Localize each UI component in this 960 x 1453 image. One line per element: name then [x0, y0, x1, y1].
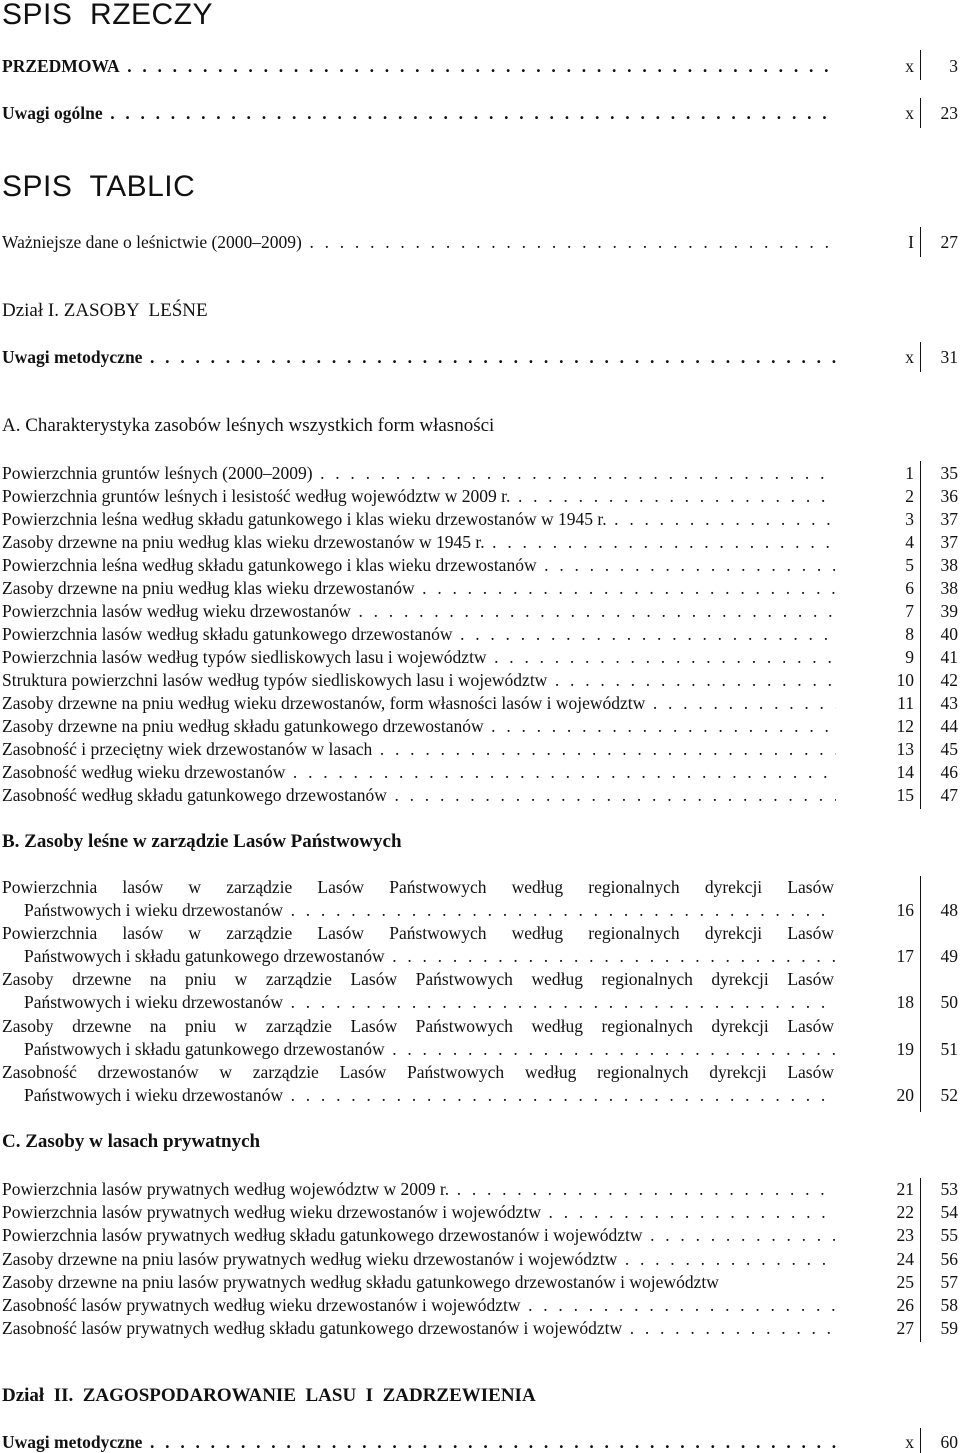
- toc-entry[interactable]: [0, 1178, 960, 1200]
- column-divider: [920, 1178, 921, 1342]
- toc-entry[interactable]: [0, 692, 960, 714]
- toc-entry[interactable]: [0, 1317, 960, 1339]
- toc-entry[interactable]: [0, 55, 960, 77]
- table-number: 6: [905, 578, 914, 598]
- page-number: 3: [949, 56, 958, 76]
- toc-entry[interactable]: [0, 1294, 960, 1316]
- entry-title-line2: Państwowych i składu gatunkowego drzewostanów . . .: [24, 1038, 836, 1061]
- toc-entry[interactable]: [0, 623, 960, 645]
- page-number: 58: [940, 1295, 958, 1315]
- toc-entry[interactable]: [0, 1248, 960, 1270]
- page-number: 53: [940, 1179, 958, 1199]
- entry-title: Zasoby drzewne na pniu lasów prywatnych według składu gatunkowego drzewostanów i województw: [2, 1271, 719, 1292]
- entry-title: Zasoby drzewne na pniu lasów prywatnych według wieku drzewostanów i województw . . .: [2, 1248, 836, 1270]
- entry-title-line1: Powierzchnia lasów w zarządzie Lasów Państwowych według regionalnych dyrekcji Lasów: [2, 877, 834, 897]
- entry-title: Zasobność i przeciętny wiek drzewostanów w lasach . . .: [2, 738, 836, 760]
- toc-entry[interactable]: [0, 346, 960, 368]
- subsection-title: B. Zasoby leśne w zarządzie Lasów Państwowych: [2, 831, 402, 852]
- entry-title: Zasoby drzewne na pniu według klas wieku drzewostanów w 1945 r. . . .: [2, 531, 836, 553]
- page-number: 38: [940, 578, 958, 598]
- entry-title: Uwagi metodyczne . . .: [2, 346, 836, 368]
- table-number: 20: [896, 1084, 914, 1105]
- table-number: 11: [897, 693, 914, 713]
- entry-title-line2: Państwowych i składu gatunkowego drzewostanów . . .: [24, 945, 836, 968]
- entry-title: Powierzchnia lasów według wieku drzewostanów . . .: [2, 600, 836, 622]
- page-number: 60: [940, 1432, 958, 1452]
- page-number: 35: [940, 463, 958, 483]
- toc-entry[interactable]: [0, 784, 960, 806]
- table-number: 8: [905, 624, 914, 644]
- page-number: 37: [940, 509, 958, 529]
- page-number: 47: [940, 785, 958, 805]
- table-number: x: [905, 103, 914, 123]
- toc-entry[interactable]: [0, 462, 960, 484]
- toc-entry[interactable]: [0, 715, 960, 737]
- page-number: 40: [940, 624, 958, 644]
- toc-entry[interactable]: [0, 231, 960, 253]
- page-number: 27: [940, 232, 958, 252]
- page-number: 57: [940, 1271, 958, 1292]
- page-number: 59: [940, 1318, 958, 1339]
- page-number: 43: [940, 693, 958, 713]
- table-number: 13: [896, 739, 914, 759]
- entry-title: Uwagi metodyczne . . .: [2, 1431, 836, 1453]
- page-number: 49: [940, 946, 958, 967]
- table-number: 10: [896, 670, 914, 690]
- table-number: 16: [896, 900, 914, 920]
- table-number: 3: [905, 509, 914, 529]
- table-number: 4: [905, 532, 914, 552]
- table-number: 2: [905, 486, 914, 506]
- page-number: 36: [940, 486, 958, 506]
- column-divider: [920, 1428, 921, 1453]
- column-divider: [920, 876, 921, 1112]
- table-number: 27: [896, 1318, 914, 1339]
- section-title: Dział I. ZASOBY LEŚNE: [2, 300, 208, 321]
- toc-entry[interactable]: [0, 1271, 960, 1293]
- entry-title: Zasoby drzewne na pniu według wieku drzewostanów, form własności lasów i województw . . .: [2, 692, 836, 714]
- toc-entry[interactable]: [0, 1431, 960, 1453]
- page-number: 50: [940, 992, 958, 1013]
- section-title: Dział II. ZAGOSPODAROWANIE LASU I ZADRZEWIENIA: [2, 1385, 536, 1406]
- entry-title: Powierzchnia gruntów leśnych (2000–2009) . . .: [2, 462, 836, 484]
- table-number: 23: [896, 1225, 914, 1246]
- entry-title: Uwagi ogólne . . .: [2, 102, 836, 124]
- column-divider: [920, 98, 921, 128]
- page-number: 52: [940, 1084, 958, 1105]
- toc-entry[interactable]: [0, 508, 960, 530]
- contents-heading: SPIS RZECZY: [2, 0, 214, 31]
- toc-entry[interactable]: [0, 669, 960, 691]
- table-number: 25: [896, 1271, 914, 1292]
- entry-title-line1: Powierzchnia lasów w zarządzie Lasów Państwowych według regionalnych dyrekcji Lasów: [2, 923, 834, 944]
- page-number: 37: [940, 532, 958, 552]
- page-number: 48: [940, 900, 958, 920]
- entry-title: Powierzchnia lasów prywatnych według wieku drzewostanów i województw . . .: [2, 1201, 836, 1223]
- entry-title-line2: Państwowych i wieku drzewostanów . . .: [24, 899, 836, 922]
- subsection-title: C. Zasoby w lasach prywatnych: [2, 1131, 261, 1152]
- column-divider: [920, 461, 921, 809]
- toc-entry[interactable]: [0, 1201, 960, 1223]
- page-number: 45: [940, 739, 958, 759]
- entry-title: Powierzchnia leśna według składu gatunkowego i klas wieku drzewostanów w 1945 r. . . .: [2, 508, 836, 530]
- table-number: 26: [896, 1295, 914, 1315]
- toc-entry[interactable]: [0, 1224, 960, 1246]
- table-number: 7: [905, 601, 914, 621]
- entry-title: Zasoby drzewne na pniu według klas wieku drzewostanów . . .: [2, 577, 836, 599]
- entry-title: Zasobność według składu gatunkowego drzewostanów . . .: [2, 784, 836, 806]
- page-number: 55: [940, 1225, 958, 1246]
- entry-title-line1: Zasobność drzewostanów w zarządzie Lasów Państwowych według regionalnych dyrekcji Lasów: [2, 1061, 834, 1082]
- entry-title: Struktura powierzchni lasów według typów siedliskowych lasu i województw . . .: [2, 669, 836, 691]
- entry-title: Powierzchnia lasów prywatnych według województw w 2009 r. . . .: [2, 1178, 836, 1200]
- table-number: 17: [896, 946, 914, 967]
- table-number: 21: [896, 1179, 914, 1199]
- toc-entry[interactable]: [0, 577, 960, 599]
- table-number: 1: [905, 463, 914, 483]
- entry-title: Powierzchnia lasów według składu gatunkowego drzewostanów . . .: [2, 623, 836, 645]
- page-number: 38: [940, 555, 958, 575]
- table-number: 5: [905, 555, 914, 575]
- toc-entry[interactable]: [0, 554, 960, 576]
- entry-title: Powierzchnia gruntów leśnych i lesistość według województw w 2009 r. . . .: [2, 485, 836, 507]
- toc-entry[interactable]: [0, 600, 960, 622]
- toc-entry[interactable]: [0, 531, 960, 553]
- column-divider: [920, 50, 921, 80]
- toc-entry[interactable]: [0, 102, 960, 124]
- entry-title: Zasobność według wieku drzewostanów . . .: [2, 761, 836, 783]
- entry-title: Zasobność lasów prywatnych według wieku drzewostanów i województw . . .: [2, 1294, 836, 1316]
- table-number: 9: [905, 647, 914, 667]
- entry-title: Powierzchnia lasów prywatnych według składu gatunkowego drzewostanów i województw . . .: [2, 1224, 836, 1246]
- page-number: 44: [940, 716, 958, 736]
- entry-title: PRZEDMOWA . . .: [2, 55, 836, 77]
- table-number: 22: [896, 1202, 914, 1223]
- entry-title: Zasobność lasów prywatnych według składu gatunkowego drzewostanów i województw . . .: [2, 1317, 836, 1339]
- table-number: 24: [896, 1248, 914, 1269]
- table-number: I: [908, 232, 914, 252]
- page-number: 41: [940, 647, 958, 667]
- entry-title: Ważniejsze dane o leśnictwie (2000–2009) . . .: [2, 231, 836, 253]
- column-divider: [920, 227, 921, 257]
- entry-title: Powierzchnia lasów według typów siedliskowych lasu i województw . . .: [2, 646, 836, 668]
- table-number: x: [905, 347, 914, 367]
- toc-entry[interactable]: [0, 738, 960, 760]
- column-divider: [920, 342, 921, 372]
- table-number: 15: [896, 785, 914, 805]
- table-number: 12: [896, 716, 914, 736]
- page-number: 42: [940, 670, 958, 690]
- table-number: x: [905, 1432, 914, 1452]
- entry-title-line2: Państwowych i wieku drzewostanów . . .: [24, 1084, 836, 1107]
- page-number: 54: [940, 1202, 958, 1223]
- page-number: 46: [940, 762, 958, 782]
- table-number: x: [905, 56, 914, 76]
- table-number: 19: [896, 1038, 914, 1059]
- table-number: 18: [896, 992, 914, 1013]
- toc-entry[interactable]: [0, 485, 960, 507]
- page-number: 39: [940, 601, 958, 621]
- entry-title-line1: Zasoby drzewne na pniu w zarządzie Lasów Państwowych według regionalnych dyrekcji Lasów: [2, 1015, 834, 1036]
- entry-title: Powierzchnia leśna według składu gatunkowego i klas wieku drzewostanów . . .: [2, 554, 836, 576]
- tables-heading: SPIS TABLIC: [2, 170, 196, 203]
- page-number: 56: [940, 1248, 958, 1269]
- page-number: 51: [940, 1038, 958, 1059]
- page-number: 31: [940, 347, 958, 367]
- page-number: 23: [940, 103, 958, 123]
- toc-entry[interactable]: [0, 646, 960, 668]
- entry-title: Zasoby drzewne na pniu według składu gatunkowego drzewostanów . . .: [2, 715, 836, 737]
- subsection-title: A. Charakterystyka zasobów leśnych wszystkich form własności: [2, 415, 495, 436]
- entry-title-line2: Państwowych i wieku drzewostanów . . .: [24, 991, 836, 1014]
- entry-title-line1: Zasoby drzewne na pniu w zarządzie Lasów Państwowych według regionalnych dyrekcji Lasów: [2, 969, 834, 990]
- toc-entry[interactable]: [0, 761, 960, 783]
- table-number: 14: [896, 762, 914, 782]
